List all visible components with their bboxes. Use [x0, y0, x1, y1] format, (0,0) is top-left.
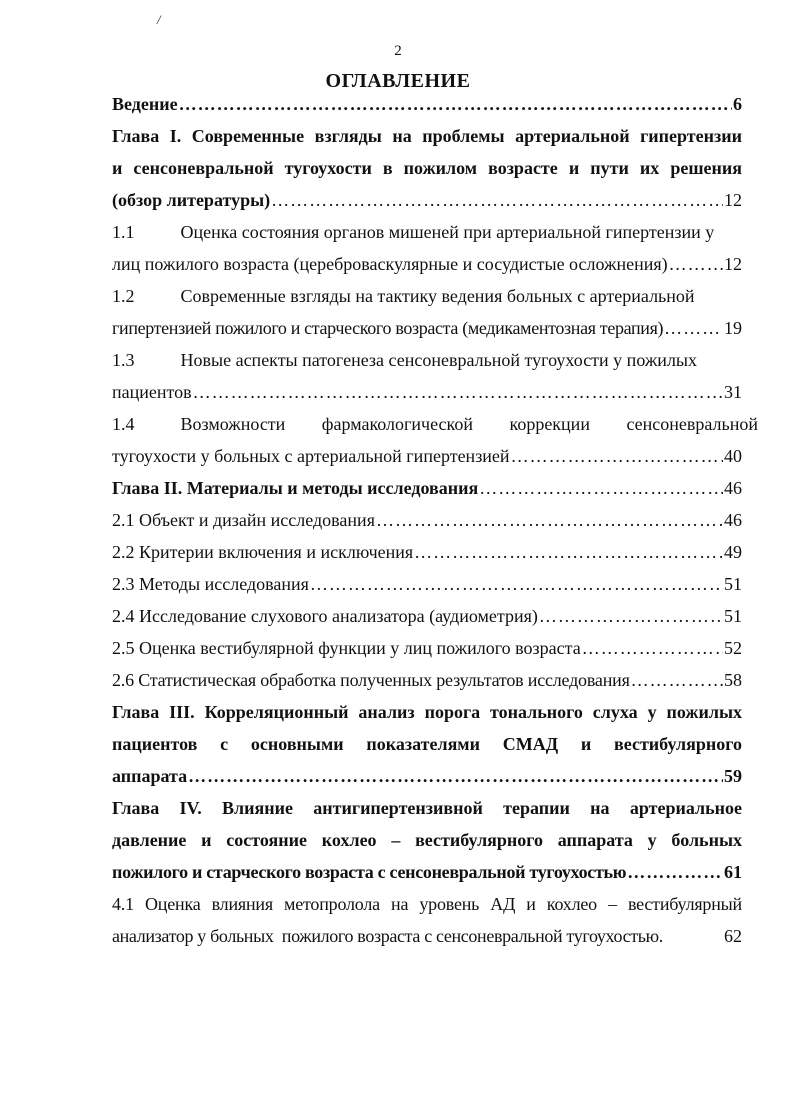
toc-section-1-1-line-2[interactable]: [112, 253, 742, 275]
dot-leader: [664, 317, 723, 339]
toc-chapter-1-line-2[interactable]: и сенсоневральной тугоухости в пожилом возрасте и пути их решения: [112, 158, 742, 178]
section-number: 1.1: [112, 222, 135, 242]
toc-section-2-3[interactable]: [112, 573, 742, 595]
toc-entry-label: пожилого и старческого возраста с сенсоневральной тугоухостью: [112, 862, 627, 882]
toc-entry-label: Глава II. Материалы и методы исследования: [112, 478, 479, 498]
dot-leader: [179, 93, 732, 115]
toc-entry-label: 2.4 Исследование слухового анализатора (аудиометрия): [112, 606, 538, 626]
toc-entry-label: 2.1 Объект и дизайн исследования: [112, 510, 375, 530]
toc-chapter-3-line-3[interactable]: [112, 765, 742, 787]
dot-leader: [669, 253, 723, 275]
toc-entry-page: 46: [724, 510, 742, 530]
toc-entry-label: лиц пожилого возраста (цереброваскулярные и сосудистые осложнения): [112, 254, 668, 274]
toc-entry-label: Оценка состояния органов мишеней при артериальной гипертензии у: [180, 222, 715, 242]
toc-entry-label: гипертензией пожилого и старческого возраста (медикаментозная терапия): [112, 318, 664, 338]
dot-leader: [511, 445, 723, 467]
dot-leader: [479, 477, 723, 499]
toc-section-1-1-line-1[interactable]: [112, 221, 742, 243]
toc-entry-page: 59: [724, 766, 742, 786]
toc-section-2-2[interactable]: [112, 541, 742, 563]
toc-chapter-3-line-1[interactable]: Глава III. Корреляционный анализ порога тонального слуха у пожилых: [112, 702, 742, 722]
toc-entry-label: Ведение: [112, 94, 178, 114]
toc-entry-label: 2.3 Методы исследования: [112, 574, 309, 594]
toc-entry-label: Современные взгляды на тактику ведения больных с артериальной: [180, 286, 695, 306]
toc-section-4-1-line-1[interactable]: 4.1 Оценка влияния метопролола на уровень АД и кохлео – вестибулярный: [112, 894, 742, 914]
toc-entry-intro[interactable]: [112, 93, 742, 115]
toc-entry-label: Новые аспекты патогенеза сенсоневральной тугоухости у пожилых: [180, 350, 698, 370]
dot-leader: [582, 637, 723, 659]
toc-chapter-3-line-2[interactable]: пациентов с основными показателями СМАД и вестибулярного: [112, 734, 742, 754]
toc-chapter-1-line-3[interactable]: [112, 189, 742, 211]
dot-leader: [627, 861, 723, 883]
toc-chapter-2[interactable]: [112, 477, 742, 499]
toc-entry-label: 2.6 Статистическая обработка полученных результатов исследования: [112, 670, 630, 690]
toc-entry-page: 51: [724, 574, 742, 594]
toc-chapter-1-line-1[interactable]: Глава I. Современные взгляды на проблемы артериальной гипертензии: [112, 126, 742, 146]
toc-entry-label: аппарата: [112, 766, 188, 786]
page-number: 2: [394, 43, 402, 59]
toc-entry-page: 52: [724, 638, 742, 658]
toc-entry-page: 49: [724, 542, 742, 562]
toc-section-2-4[interactable]: [112, 605, 742, 627]
toc-entry-label: 2.5 Оценка вестибулярной функции у лиц пожилого возраста: [112, 638, 581, 658]
toc-section-1-3-line-1[interactable]: [112, 349, 742, 371]
toc-entry-page: 19: [724, 318, 742, 338]
page-title: ОГЛАВЛЕНИЕ: [325, 70, 471, 92]
toc-entry-label: пациентов: [112, 382, 192, 402]
toc-chapter-4-line-2[interactable]: давление и состояние кохлео – вестибулярного аппарата у больных: [112, 830, 742, 850]
section-number: 1.3: [112, 350, 135, 370]
toc-entry-page: 6: [733, 94, 742, 114]
section-number: 1.4: [112, 414, 135, 434]
toc-section-1-4-line-1[interactable]: [112, 413, 758, 435]
toc-entry-page: 58: [724, 670, 742, 690]
dot-leader: [631, 669, 723, 691]
dot-leader: [188, 765, 723, 787]
toc-section-1-2-line-2[interactable]: [112, 317, 742, 339]
margin-mark: /: [157, 12, 161, 27]
toc-section-2-6[interactable]: [112, 669, 742, 691]
toc-chapter-4-line-1[interactable]: Глава IV. Влияние антигипертензивной терапии на артериальное: [112, 798, 742, 818]
toc-entry-page: 62: [724, 926, 742, 946]
toc-entry-page: 61: [724, 862, 742, 882]
toc-section-1-2-line-1[interactable]: [112, 285, 742, 307]
toc-section-4-1-line-2[interactable]: [112, 925, 742, 947]
toc-section-1-4-line-2[interactable]: [112, 445, 742, 467]
dot-leader: [310, 573, 723, 595]
toc-section-2-1[interactable]: [112, 509, 742, 531]
toc-entry-page: 12: [724, 254, 742, 274]
dot-leader: [414, 541, 723, 563]
toc-entry-page: 46: [724, 478, 742, 498]
toc-entry-label: (обзор литературы): [112, 190, 271, 210]
dot-leader: [271, 189, 723, 211]
toc-entry-page: 12: [724, 190, 742, 210]
toc-chapter-4-line-3[interactable]: [112, 861, 742, 883]
toc-section-2-5[interactable]: [112, 637, 742, 659]
dot-leader: [539, 605, 723, 627]
toc-entry-page: 31: [724, 382, 742, 402]
toc-entry-page: 40: [724, 446, 742, 466]
dot-leader: [193, 381, 723, 403]
toc-entry-label: анализатор у больных пожилого возраста с сенсоневральной тугоухостью.: [112, 926, 663, 946]
dot-leader: [376, 509, 723, 531]
toc-entry-label: Возможности фармакологической коррекции сенсоневральной: [180, 414, 758, 434]
toc-entry-label: тугоухости у больных с артериальной гипертензией: [112, 446, 510, 466]
toc-entry-page: 51: [724, 606, 742, 626]
section-number: 1.2: [112, 286, 135, 306]
toc-section-1-3-line-2[interactable]: [112, 381, 742, 403]
toc-entry-label: 2.2 Критерии включения и исключения: [112, 542, 414, 562]
